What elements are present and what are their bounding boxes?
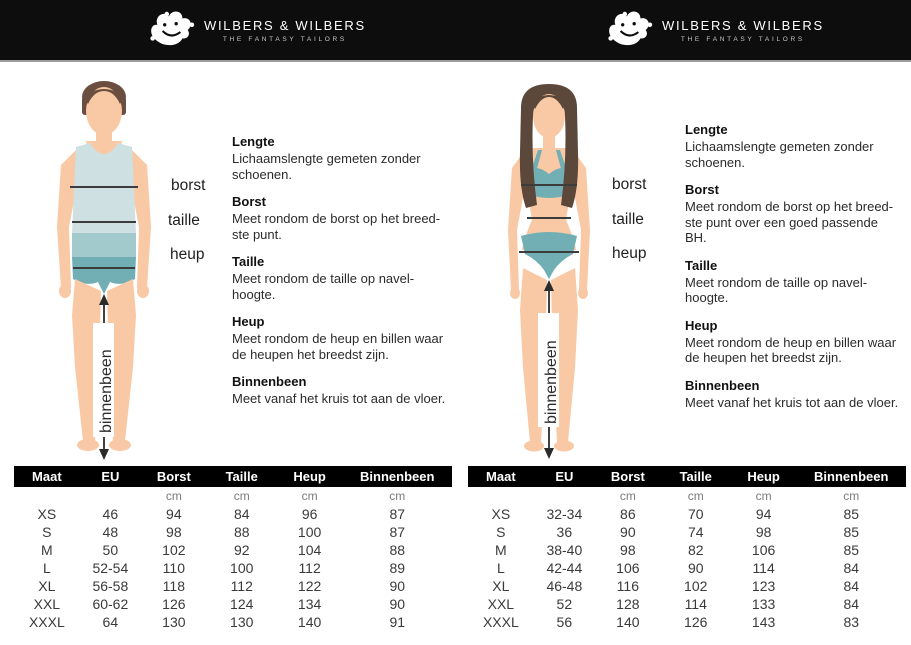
definition-text: Meet rondom de taille op navel-hoogte.: [685, 274, 868, 305]
brand-logo-right: [607, 11, 824, 49]
definition-term: Heup: [232, 314, 265, 329]
definition-text: Meet vanaf het kruis tot aan de vloer.: [232, 391, 446, 406]
table-header-row: [468, 466, 906, 487]
table-cell: 112: [230, 578, 253, 594]
table-cell: 128: [616, 596, 640, 612]
table-cell: 96: [301, 506, 318, 522]
table-cell: [534, 487, 595, 505]
table-row: [14, 577, 452, 595]
table-cell: 46-48: [546, 578, 583, 594]
table-cell: cm: [233, 489, 250, 503]
brand-logo-left: [149, 11, 366, 49]
table-cell: XXXL: [28, 614, 65, 630]
brand-name: WILBERS & WILBERS: [204, 17, 366, 33]
table-cell: 102: [162, 542, 186, 558]
table-cell: 56-58: [92, 578, 129, 594]
measure-label-taille-women: taille: [612, 211, 644, 228]
table-cell: 123: [751, 578, 776, 594]
table-cell: Binnenbeen: [796, 466, 906, 487]
table-cell: XL: [492, 578, 510, 594]
table-cell: Borst: [141, 466, 207, 487]
definition-text: Lichaamslengte gemeten zonder schoenen.: [685, 139, 874, 170]
brand-name: WILBERS & WILBERS: [662, 17, 824, 33]
table-cell: Binnenbeen: [342, 466, 452, 487]
table-cell: 90: [620, 524, 636, 540]
size-table-men: [14, 466, 452, 631]
table-row: [468, 577, 906, 595]
table-cell: Heup: [731, 466, 797, 487]
table-cell: 102: [684, 578, 708, 594]
table-cell: 56: [556, 614, 573, 630]
table-cell: 70: [687, 506, 704, 522]
table-cell: XL: [38, 578, 56, 594]
table-cell: 52: [556, 596, 573, 612]
table-cell: Taille: [661, 466, 731, 487]
table-cell: XXXL: [482, 614, 519, 630]
table-cell: 85: [843, 506, 860, 522]
table-cell: 116: [616, 578, 639, 594]
definition-term: Binnenbeen: [232, 374, 307, 389]
table-cell: 84: [843, 560, 860, 576]
table-cell: 118: [162, 578, 185, 594]
table-cell: 98: [755, 524, 772, 540]
table-row: [14, 523, 452, 541]
definition-text: Meet rondom de borst op het breed-ste punt.: [232, 211, 441, 242]
measure-instructions-women: [685, 122, 902, 422]
table-cell: 83: [843, 614, 860, 630]
definition-term: Taille: [232, 254, 265, 269]
table-cell: 98: [620, 542, 636, 558]
table-cell: cm: [301, 489, 318, 503]
table-cell: EU: [534, 466, 595, 487]
table-cell: 90: [389, 596, 406, 612]
table-cell: 84: [843, 596, 860, 612]
jester-icon: [607, 11, 653, 49]
table-cell: 85: [843, 542, 860, 558]
table-cell: [14, 487, 80, 505]
size-table-women: [468, 466, 906, 631]
definition-term: Lengte: [232, 134, 275, 149]
table-cell: 130: [162, 614, 186, 630]
measure-definition: [685, 378, 902, 411]
table-cell: EU: [80, 466, 141, 487]
table-cell: 48: [102, 524, 119, 540]
table-row: [14, 613, 452, 631]
table-cell: 86: [620, 506, 636, 522]
table-cell: 88: [389, 542, 406, 558]
table-cell: 89: [389, 560, 406, 576]
table-cell: 92: [233, 542, 250, 558]
measure-label-heup-men: heup: [170, 246, 205, 263]
table-row: [14, 505, 452, 523]
table-cell: 106: [616, 560, 640, 576]
table-cell: 52-54: [92, 560, 129, 576]
table-cell: S: [42, 524, 52, 540]
table-cell: 88: [233, 524, 250, 540]
table-cell: 46: [102, 506, 119, 522]
measure-definition: [232, 254, 449, 302]
table-cell: 130: [230, 614, 254, 630]
table-cell: 42-44: [546, 560, 583, 576]
table-row: [468, 595, 906, 613]
brand-header-bar: [0, 0, 911, 62]
table-cell: 90: [687, 560, 704, 576]
table-cell: 126: [684, 614, 708, 630]
table-cell: 114: [684, 596, 707, 612]
table-cell: 100: [230, 560, 254, 576]
table-cell: 50: [102, 542, 119, 558]
table-cell: 140: [616, 614, 640, 630]
table-cell: 84: [843, 578, 860, 594]
table-row: [14, 595, 452, 613]
table-cell: XXL: [487, 596, 515, 612]
table-row: [468, 505, 906, 523]
table-cell: 85: [843, 524, 860, 540]
table-cell: Maat: [468, 466, 534, 487]
table-row: [468, 541, 906, 559]
female-figure-illustration: [475, 80, 665, 465]
table-cell: 82: [687, 542, 704, 558]
definition-term: Heup: [685, 317, 718, 333]
table-cell: cm: [755, 489, 772, 503]
definition-text: Meet rondom de heup en billen waar de heupen het breedst zijn.: [685, 334, 897, 365]
table-cell: 64: [102, 614, 119, 630]
table-cell: 90: [389, 578, 406, 594]
table-header-row: [14, 466, 452, 487]
brand-tagline: THE FANTASY TAILORS: [222, 35, 347, 43]
table-cell: 124: [230, 596, 254, 612]
table-cell: cm: [619, 489, 636, 503]
definition-term: Borst: [685, 182, 719, 197]
table-row: [468, 613, 906, 631]
brand-logo-text: [204, 18, 366, 43]
measure-definition: [685, 122, 902, 170]
table-cell: cm: [687, 489, 704, 503]
table-cell: 133: [751, 596, 776, 612]
table-cell: 94: [166, 506, 182, 522]
table-cell: Maat: [14, 466, 80, 487]
table-row: [468, 523, 906, 541]
table-body: [14, 505, 452, 631]
table-cell: XXL: [33, 596, 61, 612]
male-figure-illustration: [30, 75, 220, 465]
binnenbeen-label: binnenbeen: [543, 340, 560, 424]
table-cell: cm: [389, 489, 406, 503]
table-cell: 98: [166, 524, 182, 540]
definition-text: Meet vanaf het kruis tot aan de vloer.: [685, 394, 899, 410]
table-cell: 100: [297, 524, 322, 540]
measure-label-borst-men: borst: [171, 177, 206, 194]
definition-text: Meet rondom de borst op het breed-ste punt over een goed passende BH.: [685, 199, 894, 245]
table-cell: [468, 487, 534, 505]
table-cell: Taille: [207, 466, 277, 487]
table-cell: 134: [297, 596, 322, 612]
measure-definition: [232, 194, 449, 242]
table-cell: 36: [556, 524, 573, 540]
measure-definition: [232, 134, 449, 182]
table-cell: 38-40: [546, 542, 583, 558]
table-cell: M: [495, 542, 507, 558]
table-cell: 106: [751, 542, 776, 558]
table-cell: S: [496, 524, 506, 540]
definition-text: Meet rondom de heup en billen waar de heupen het breedst zijn.: [232, 331, 444, 362]
table-row: [468, 559, 906, 577]
table-cell: 112: [298, 560, 321, 576]
measure-label-heup-women: heup: [612, 245, 647, 262]
definition-term: Lengte: [685, 122, 728, 137]
table-cell: 110: [162, 560, 185, 576]
table-cell: 84: [233, 506, 250, 522]
definition-term: Borst: [232, 194, 266, 209]
table-body: [468, 505, 906, 631]
measure-definition: [232, 374, 449, 407]
table-cell: 104: [297, 542, 322, 558]
definition-term: Taille: [685, 257, 718, 273]
measure-label-borst-women: borst: [612, 176, 647, 193]
jester-icon: [149, 11, 195, 49]
table-cell: 114: [752, 560, 775, 576]
table-cell: [80, 487, 141, 505]
table-cell: M: [41, 542, 53, 558]
table-cell: Borst: [595, 466, 661, 487]
table-cell: XS: [37, 506, 57, 522]
measure-definition: [685, 318, 902, 366]
measure-label-taille-men: taille: [168, 212, 200, 229]
brand-tagline: THE FANTASY TAILORS: [680, 35, 805, 43]
table-cell: 74: [687, 524, 704, 540]
table-units-row: [14, 487, 452, 505]
table-cell: cm: [165, 489, 182, 503]
measure-definition: [685, 182, 902, 246]
definition-term: Binnenbeen: [685, 377, 760, 393]
table-cell: 122: [297, 578, 322, 594]
table-cell: 32-34: [546, 506, 583, 522]
brand-logo-text: [662, 18, 824, 43]
binnenbeen-label: binnenbeen: [98, 349, 115, 433]
table-cell: cm: [843, 489, 860, 503]
table-cell: 87: [389, 524, 406, 540]
definition-text: Lichaamslengte gemeten zonder schoenen.: [232, 151, 421, 182]
measure-definition: [232, 314, 449, 362]
measure-definition: [685, 258, 902, 306]
table-cell: L: [496, 560, 505, 576]
table-cell: 94: [755, 506, 772, 522]
table-cell: XS: [491, 506, 511, 522]
table-cell: 140: [297, 614, 322, 630]
definition-text: Meet rondom de taille op navel-hoogte.: [232, 271, 415, 302]
table-cell: 87: [389, 506, 406, 522]
table-cell: 126: [162, 596, 186, 612]
table-cell: 91: [389, 614, 406, 630]
table-cell: Heup: [277, 466, 343, 487]
table-row: [14, 541, 452, 559]
measure-instructions-men: [232, 134, 449, 419]
table-cell: 143: [751, 614, 776, 630]
table-units-row: [468, 487, 906, 505]
table-row: [14, 559, 452, 577]
table-cell: L: [42, 560, 51, 576]
table-cell: 60-62: [92, 596, 129, 612]
